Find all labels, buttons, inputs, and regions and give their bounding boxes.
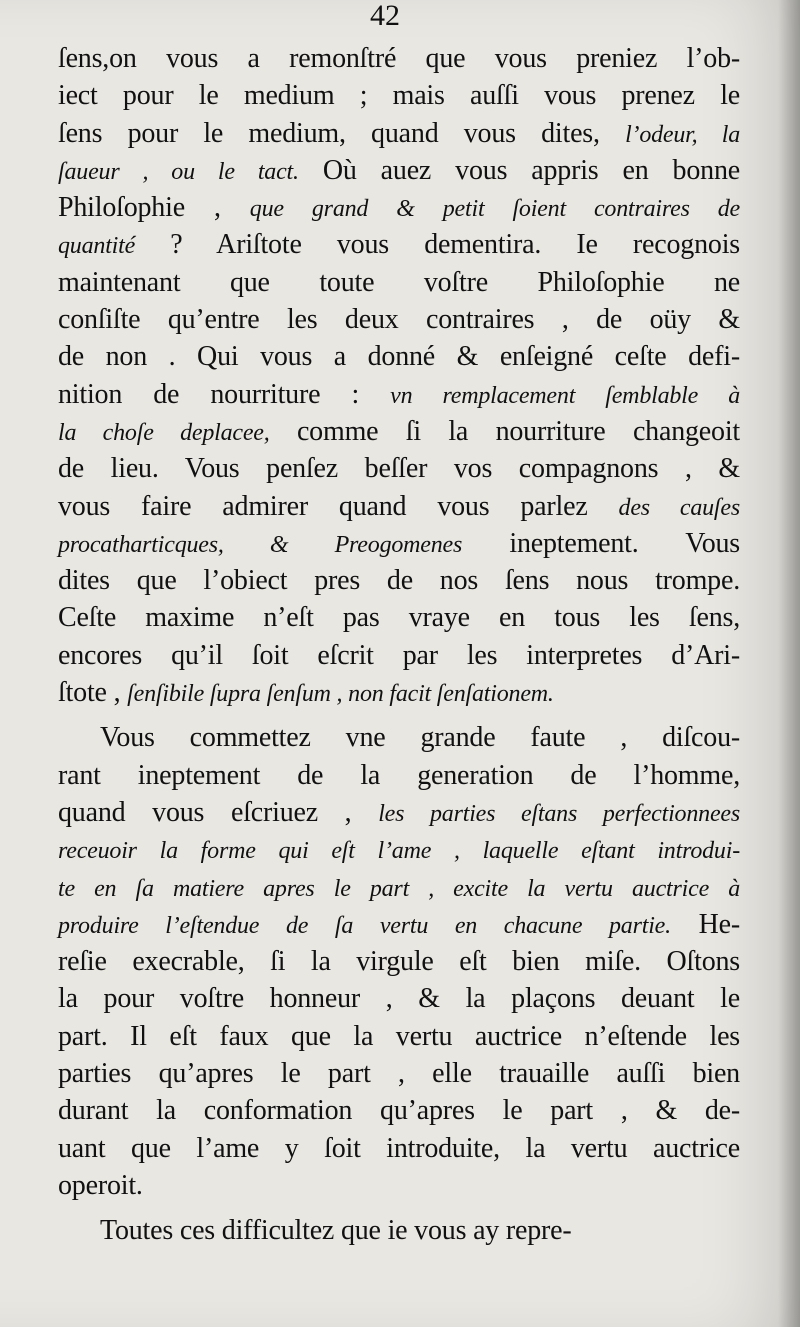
- text-line: [58, 562, 740, 599]
- text-run: Toutes ces difficultez que ie vous ay repre-: [100, 1215, 572, 1247]
- italic-run: les parties eſtans perfectionnees: [378, 800, 740, 827]
- text-run: operoit.: [58, 1169, 143, 1201]
- text-run: conſiſte qu’entre les deux contraires , de oüy &: [58, 304, 740, 336]
- italic-run: quantité: [58, 233, 136, 260]
- text-line: [58, 40, 740, 77]
- paragraph-gap: [58, 711, 740, 719]
- text-line: [58, 831, 740, 868]
- text-run: reſie execrable, ſi la virgule eſt bien miſe. Oſtons: [58, 946, 740, 978]
- text-line: [58, 674, 740, 711]
- italic-run: ſenſibile ſupra ſenſum , non facit ſenſationem.: [127, 681, 554, 708]
- text-run: durant la conformation qu’apres le part , & de-: [58, 1095, 740, 1127]
- text-line: [58, 869, 740, 906]
- page-gutter-shadow: [778, 0, 800, 1327]
- text-run: ſtote ,: [58, 677, 128, 709]
- body-text: [58, 40, 740, 1250]
- text-run: Vous commettez vne grande faute , diſcou-: [100, 722, 740, 754]
- text-run: ſens pour le medium, quand vous dites,: [58, 117, 626, 149]
- italic-run: ſaueur , ou le tact.: [58, 158, 299, 185]
- text-line: [58, 906, 740, 943]
- text-run: iect pour le medium ; mais auſſi vous prenez le: [58, 80, 740, 112]
- text-line: [58, 413, 740, 450]
- text-run: vous faire admirer quand vous parlez: [58, 490, 619, 522]
- text-line: [58, 980, 740, 1017]
- text-line: [58, 189, 740, 226]
- italic-run: te en ſa matiere apres le part , excite la vertu auctrice à: [58, 875, 740, 902]
- paragraph: [58, 40, 740, 711]
- text-run: Philoſophie ,: [58, 192, 250, 224]
- text-line: [58, 1212, 740, 1249]
- text-run: comme ſi la nourriture changeoit: [269, 415, 740, 447]
- text-run: Où auez vous appris en bonne: [298, 154, 740, 186]
- text-run: rant ineptement de la generation de l’homme,: [58, 759, 740, 791]
- text-line: [58, 599, 740, 636]
- text-line: [58, 525, 740, 562]
- text-line: [58, 301, 740, 338]
- text-line: [58, 1092, 740, 1129]
- text-run: ineptement. Vous: [462, 527, 740, 559]
- text-run: dites que l’obiect pres de nos ſens nous trompe.: [58, 565, 740, 597]
- text-run: Ceſte maxime n’eſt pas vraye en tous les ſens,: [58, 602, 740, 634]
- text-run: ſens,on vous a remonſtré que vous preniez l’ob-: [58, 43, 740, 74]
- text-line: [58, 77, 740, 114]
- text-line: [58, 1018, 740, 1055]
- italic-run: procatharticques, & Preogomenes: [58, 531, 463, 558]
- text-run: part. Il eſt faux que la vertu auctrice n’eſtende les: [58, 1020, 740, 1052]
- text-run: He-: [670, 908, 740, 940]
- text-run: parties qu’apres le part , elle trauaille auſſi bien: [58, 1058, 740, 1090]
- text-line: [58, 152, 740, 189]
- paragraph: [58, 1212, 740, 1249]
- text-run: quand vous eſcriuez ,: [58, 796, 379, 828]
- italic-run: que grand & petit ſoient contraires de: [249, 196, 740, 223]
- text-line: [58, 1055, 740, 1092]
- text-line: [58, 1130, 740, 1167]
- text-run: uant que l’ame y ſoit introduite, la vertu auctrice: [58, 1132, 740, 1164]
- text-run: nition de nourriture :: [58, 378, 391, 410]
- italic-run: des cauſes: [618, 494, 740, 521]
- text-line: [58, 488, 740, 525]
- text-line: [58, 376, 740, 413]
- text-run: maintenant que toute voſtre Philoſophie ne: [58, 266, 740, 298]
- paragraph: [58, 719, 740, 1204]
- text-line: [58, 338, 740, 375]
- italic-run: vn remplacement ſemblable à: [390, 382, 741, 409]
- text-line: [58, 1167, 740, 1204]
- text-run: ? Ariſtote vous dementira. Ie recognois: [135, 229, 740, 261]
- text-run: encores qu’il ſoit eſcrit par les interpretes d’Ari-: [58, 639, 740, 671]
- italic-run: la choſe deplacee,: [58, 419, 270, 446]
- text-run: de lieu. Vous penſez beſſer vos compagnons , &: [58, 453, 740, 485]
- text-line: [58, 115, 740, 152]
- text-line: [58, 943, 740, 980]
- text-run: de non . Qui vous a donné & enſeigné ceſte defi-: [58, 341, 740, 373]
- text-line: [58, 264, 740, 301]
- page-number: 42: [370, 0, 400, 32]
- text-line: [58, 450, 740, 487]
- italic-run: l’odeur, la: [625, 121, 740, 148]
- italic-run: produire l’eſtendue de ſa vertu en chacune partie.: [58, 912, 671, 939]
- paragraph-gap: [58, 1204, 740, 1212]
- text-run: la pour voſtre honneur , & la plaçons deuant le: [58, 983, 740, 1015]
- text-line: [58, 719, 740, 756]
- text-line: [58, 794, 740, 831]
- text-line: [58, 637, 740, 674]
- italic-run: receuoir la forme qui eſt l’ame , laquelle eſtant introdui-: [58, 838, 740, 865]
- text-line: [58, 757, 740, 794]
- text-line: [58, 226, 740, 263]
